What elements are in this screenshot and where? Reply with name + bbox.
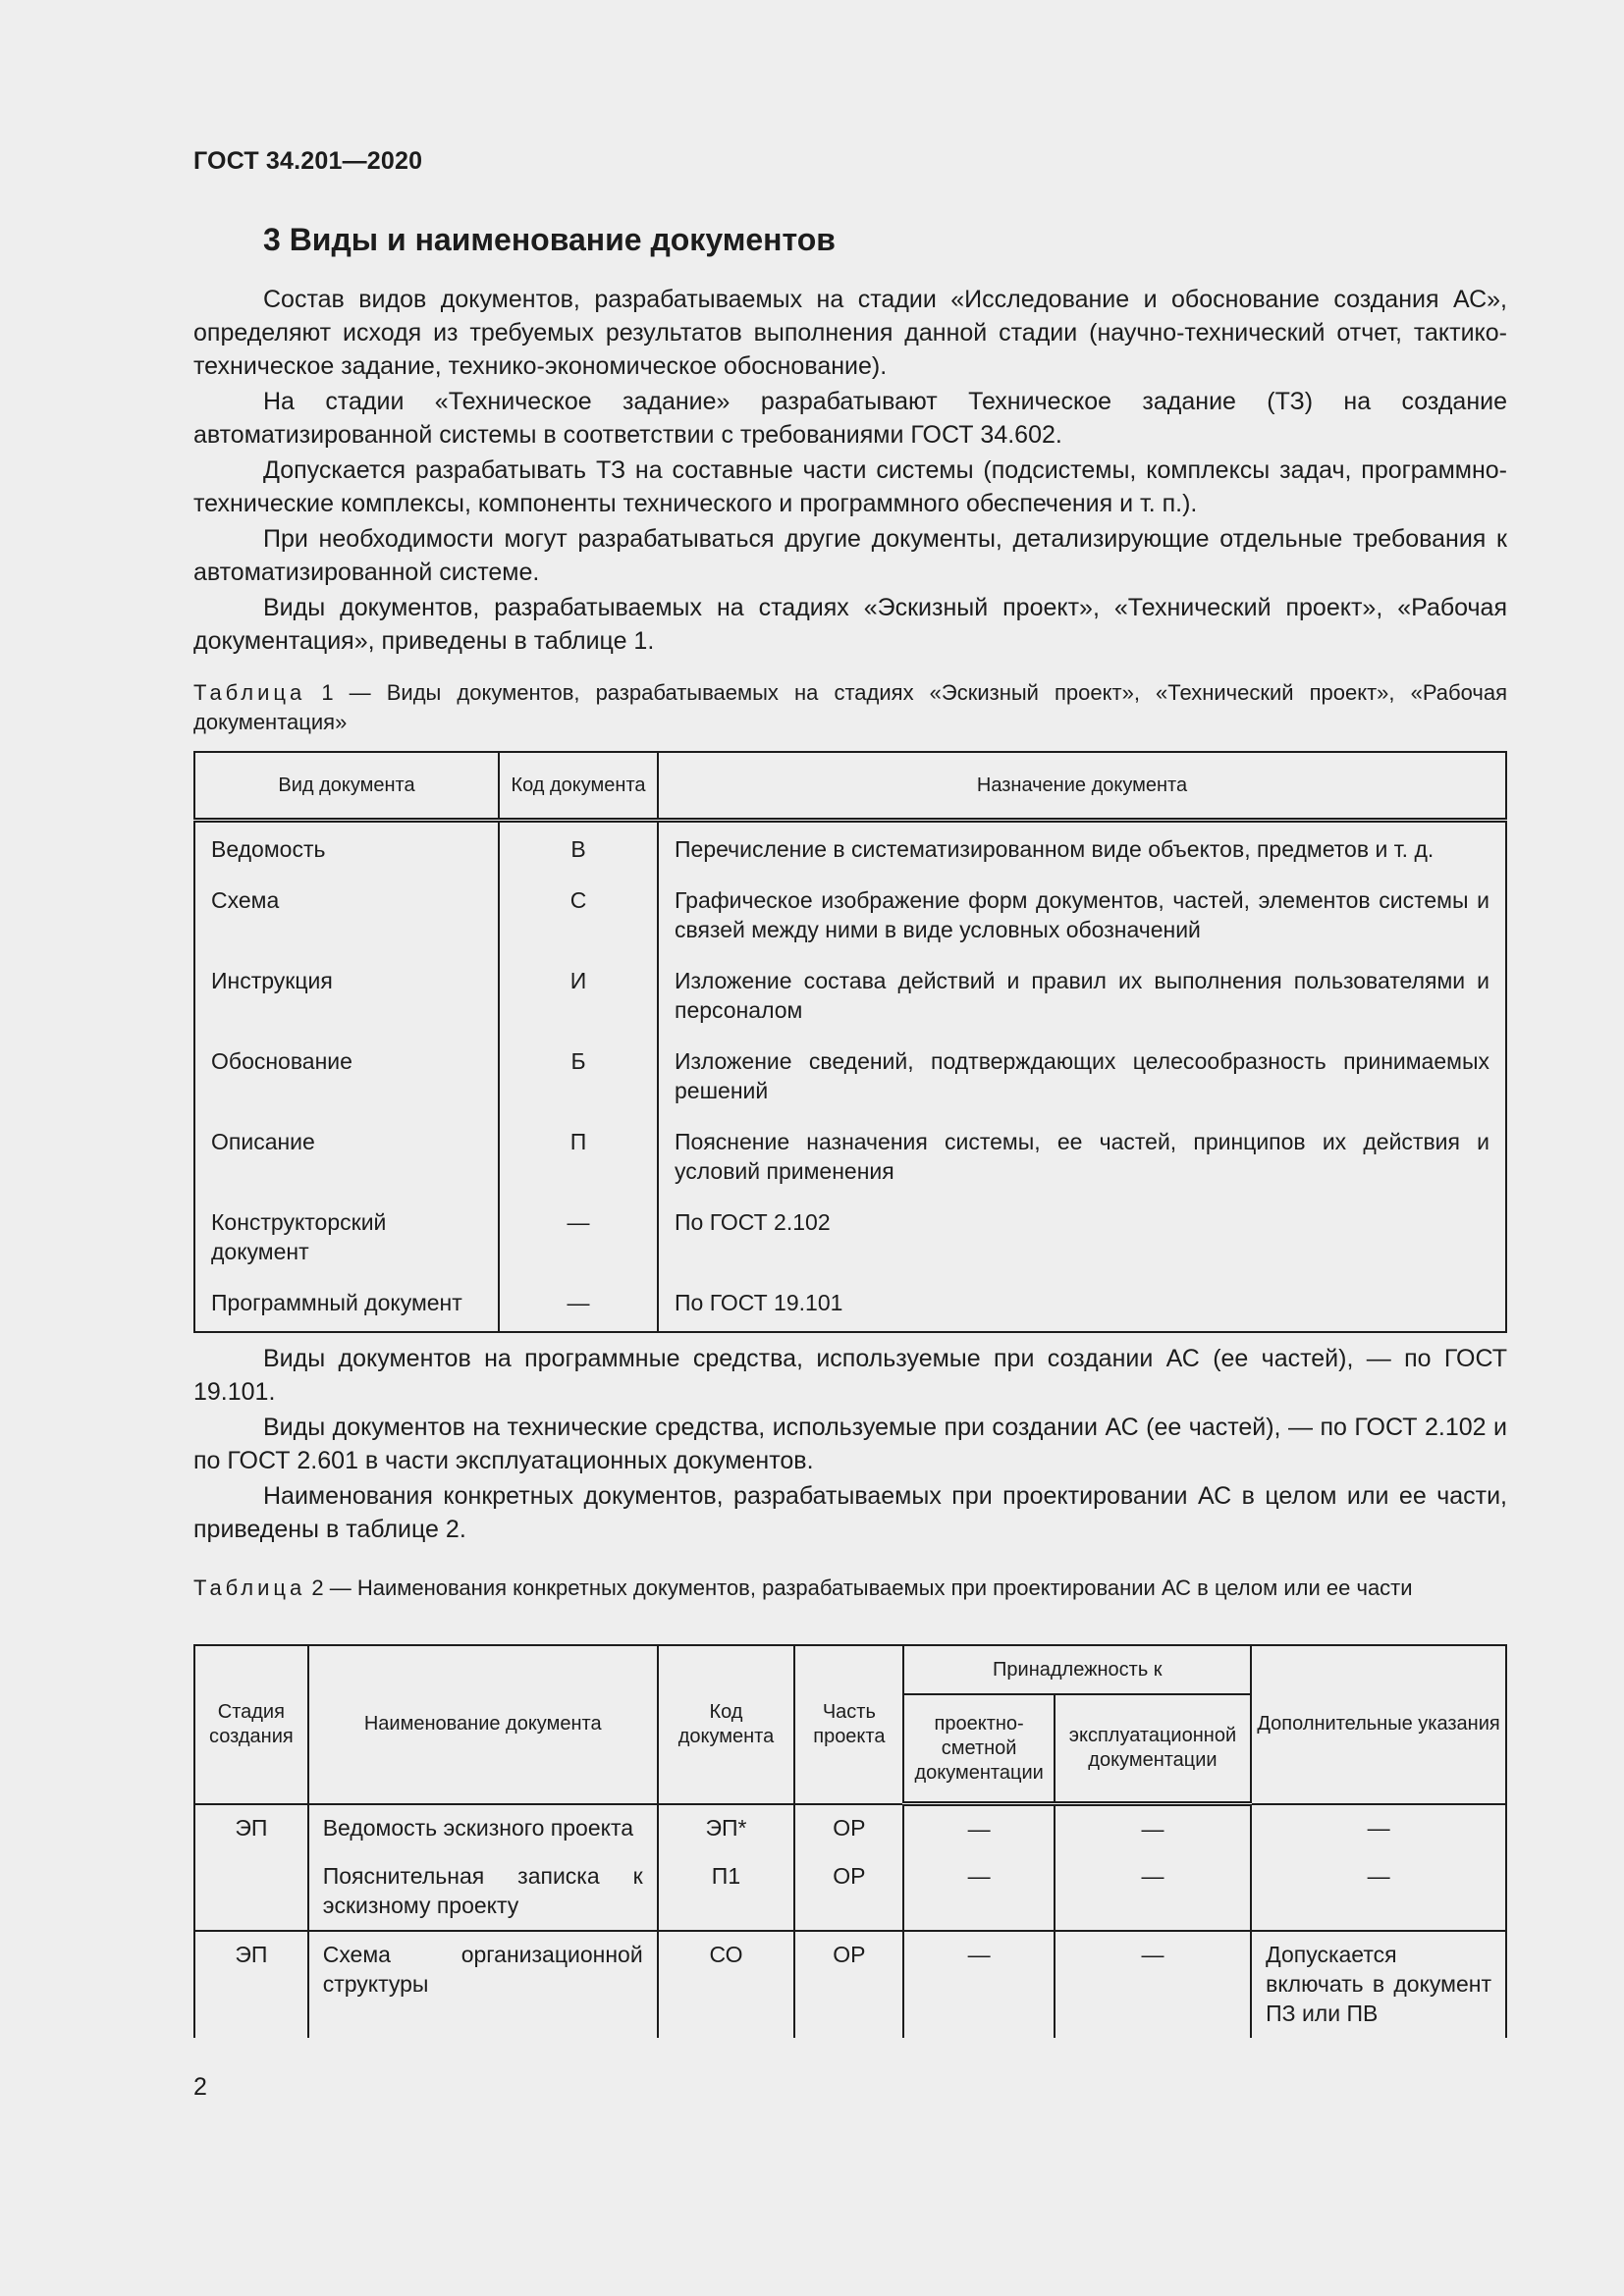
- table1-header-kind: Вид документа: [194, 752, 499, 821]
- intro-paragraphs: [193, 283, 1507, 660]
- doc-kind: Конструкторский документ: [194, 1200, 499, 1280]
- doc-code: С: [499, 878, 658, 958]
- stage-cell: [194, 1853, 308, 1931]
- table1-header-purpose: Назначение документа: [658, 752, 1506, 821]
- doc-code-cell: П1: [658, 1853, 795, 1931]
- notes-cell: —: [1251, 1804, 1506, 1854]
- table-row: [194, 878, 1506, 958]
- table1-header-code: Код документа: [499, 752, 658, 821]
- doc-purpose: Пояснение назначения системы, ее частей, принципов их действия и условий применения: [658, 1119, 1506, 1200]
- doc-purpose: Графическое изображение форм документов, частей, элементов системы и связей между ними в виде условных обозначений: [658, 878, 1506, 958]
- table2-header-notes: Дополнительные указания: [1251, 1645, 1506, 1804]
- oper-docs-cell: —: [1055, 1931, 1251, 2038]
- design-docs-cell: —: [903, 1804, 1054, 1854]
- paragraph: Виды документов на технические средства, используемые при создании АС (ее частей), — по ГОСТ 2.102 и по ГОСТ 2.601 в части эксплуатационных документов.: [193, 1414, 1507, 1474]
- table2-header-code: Код документа: [658, 1645, 795, 1804]
- part-cell: ОР: [794, 1931, 903, 2038]
- table-row: [194, 1804, 1506, 1854]
- middle-paragraphs: [193, 1342, 1507, 1548]
- table2-header-name: Наименование документа: [308, 1645, 658, 1804]
- doc-code-cell: СО: [658, 1931, 795, 2038]
- table-row: [194, 958, 1506, 1039]
- doc-code: Б: [499, 1039, 658, 1119]
- doc-kind: Ведомость: [194, 821, 499, 879]
- paragraph: Виды документов, разрабатываемых на стадиях «Эскизный проект», «Технический проект», «Рабочая документация», приведены в таблице 1.: [193, 594, 1507, 655]
- oper-docs-cell: —: [1055, 1804, 1251, 1854]
- doc-name-cell: Пояснительная записка к эскизному проекту: [308, 1853, 658, 1931]
- table-row: [194, 821, 1506, 879]
- paragraph: При необходимости могут разрабатываться другие документы, детализирующие отдельные требования к автоматизированной системе.: [193, 525, 1507, 586]
- doc-name-cell: Ведомость эскизного проекта: [308, 1804, 658, 1854]
- table1-header-row: [194, 752, 1506, 821]
- notes-cell: —: [1251, 1853, 1506, 1931]
- paragraph: Допускается разрабатывать ТЗ на составные части системы (подсистемы, комплексы задач, программно-технические комплексы, компоненты технического и программного обеспечения и т. п.).: [193, 456, 1507, 517]
- doc-kind: Схема: [194, 878, 499, 958]
- table2-header-oper-docs: эксплуатационной документации: [1055, 1694, 1251, 1804]
- part-cell: ОР: [794, 1853, 903, 1931]
- notes-cell: Допускается включать в документ ПЗ или ПВ: [1251, 1931, 1506, 2038]
- table1-caption-text: 1 — Виды документов, разрабатываемых на стадиях «Эскизный проект», «Технический проект», «Рабочая документация»: [193, 680, 1507, 734]
- table1-caption-label: Таблица: [193, 680, 306, 705]
- doc-kind: Программный документ: [194, 1280, 499, 1332]
- paragraph: Виды документов на программные средства, используемые при создании АС (ее частей), — по ГОСТ 19.101.: [193, 1345, 1507, 1406]
- table-row: [194, 1039, 1506, 1119]
- table2-caption-text: 2 — Наименования конкретных документов, разрабатываемых при проектировании АС в целом или ее части: [305, 1575, 1413, 1600]
- doc-code: И: [499, 958, 658, 1039]
- oper-docs-cell: —: [1055, 1853, 1251, 1931]
- design-docs-cell: —: [903, 1853, 1054, 1931]
- stage-cell: ЭП: [194, 1804, 308, 1854]
- table1-caption: [193, 678, 1507, 737]
- doc-kind: Описание: [194, 1119, 499, 1200]
- table-row: [194, 1280, 1506, 1332]
- doc-purpose: По ГОСТ 19.101: [658, 1280, 1506, 1332]
- paragraph: Состав видов документов, разрабатываемых на стадии «Исследование и обоснование создания АС», определяют исходя из требуемых результатов выполнения данной стадии (научно-технический отчет, тактико-техническое задание, технико-экономическое обоснование).: [193, 286, 1507, 380]
- doc-code: —: [499, 1280, 658, 1332]
- design-docs-cell: —: [903, 1931, 1054, 2038]
- doc-kind: Обоснование: [194, 1039, 499, 1119]
- doc-purpose: Изложение сведений, подтверждающих целесообразность принимаемых решений: [658, 1039, 1506, 1119]
- table2-header-belongs: Принадлежность к: [903, 1645, 1251, 1694]
- paragraph: На стадии «Техническое задание» разрабатывают Техническое задание (ТЗ) на создание автоматизированной системы в соответствии с требованиями ГОСТ 34.602.: [193, 388, 1507, 449]
- table2-caption-label: Таблица: [193, 1575, 306, 1600]
- part-cell: ОР: [794, 1804, 903, 1854]
- doc-purpose: По ГОСТ 2.102: [658, 1200, 1506, 1280]
- table2: [193, 1644, 1507, 2038]
- section-title: 3 Виды и наименование документов: [263, 222, 836, 257]
- table2-header-part: Часть проекта: [794, 1645, 903, 1804]
- doc-name-cell: Схема организационной структуры: [308, 1931, 658, 2038]
- page-header: ГОСТ 34.201—2020: [193, 147, 423, 175]
- doc-code: В: [499, 821, 658, 879]
- table2-header-design-docs: проектно-сметной документации: [903, 1694, 1054, 1804]
- doc-purpose: Перечисление в систематизированном виде объектов, предметов и т. д.: [658, 821, 1506, 879]
- doc-code: —: [499, 1200, 658, 1280]
- table2-header-row-1: [194, 1645, 1506, 1694]
- table-row: [194, 1200, 1506, 1280]
- table-row: [194, 1931, 1506, 2038]
- table-row: [194, 1853, 1506, 1931]
- table2-caption: [193, 1574, 1507, 1603]
- table1: [193, 751, 1507, 1333]
- page-number: 2: [193, 2073, 207, 2101]
- doc-kind: Инструкция: [194, 958, 499, 1039]
- table-row: [194, 1119, 1506, 1200]
- table2-header-stage: Стадия создания: [194, 1645, 308, 1804]
- doc-purpose: Изложение состава действий и правил их выполнения пользователями и персоналом: [658, 958, 1506, 1039]
- doc-code: П: [499, 1119, 658, 1200]
- paragraph: Наименования конкретных документов, разрабатываемых при проектировании АС в целом или ее части, приведены в таблице 2.: [193, 1482, 1507, 1543]
- doc-code-cell: ЭП*: [658, 1804, 795, 1854]
- stage-cell: ЭП: [194, 1931, 308, 2038]
